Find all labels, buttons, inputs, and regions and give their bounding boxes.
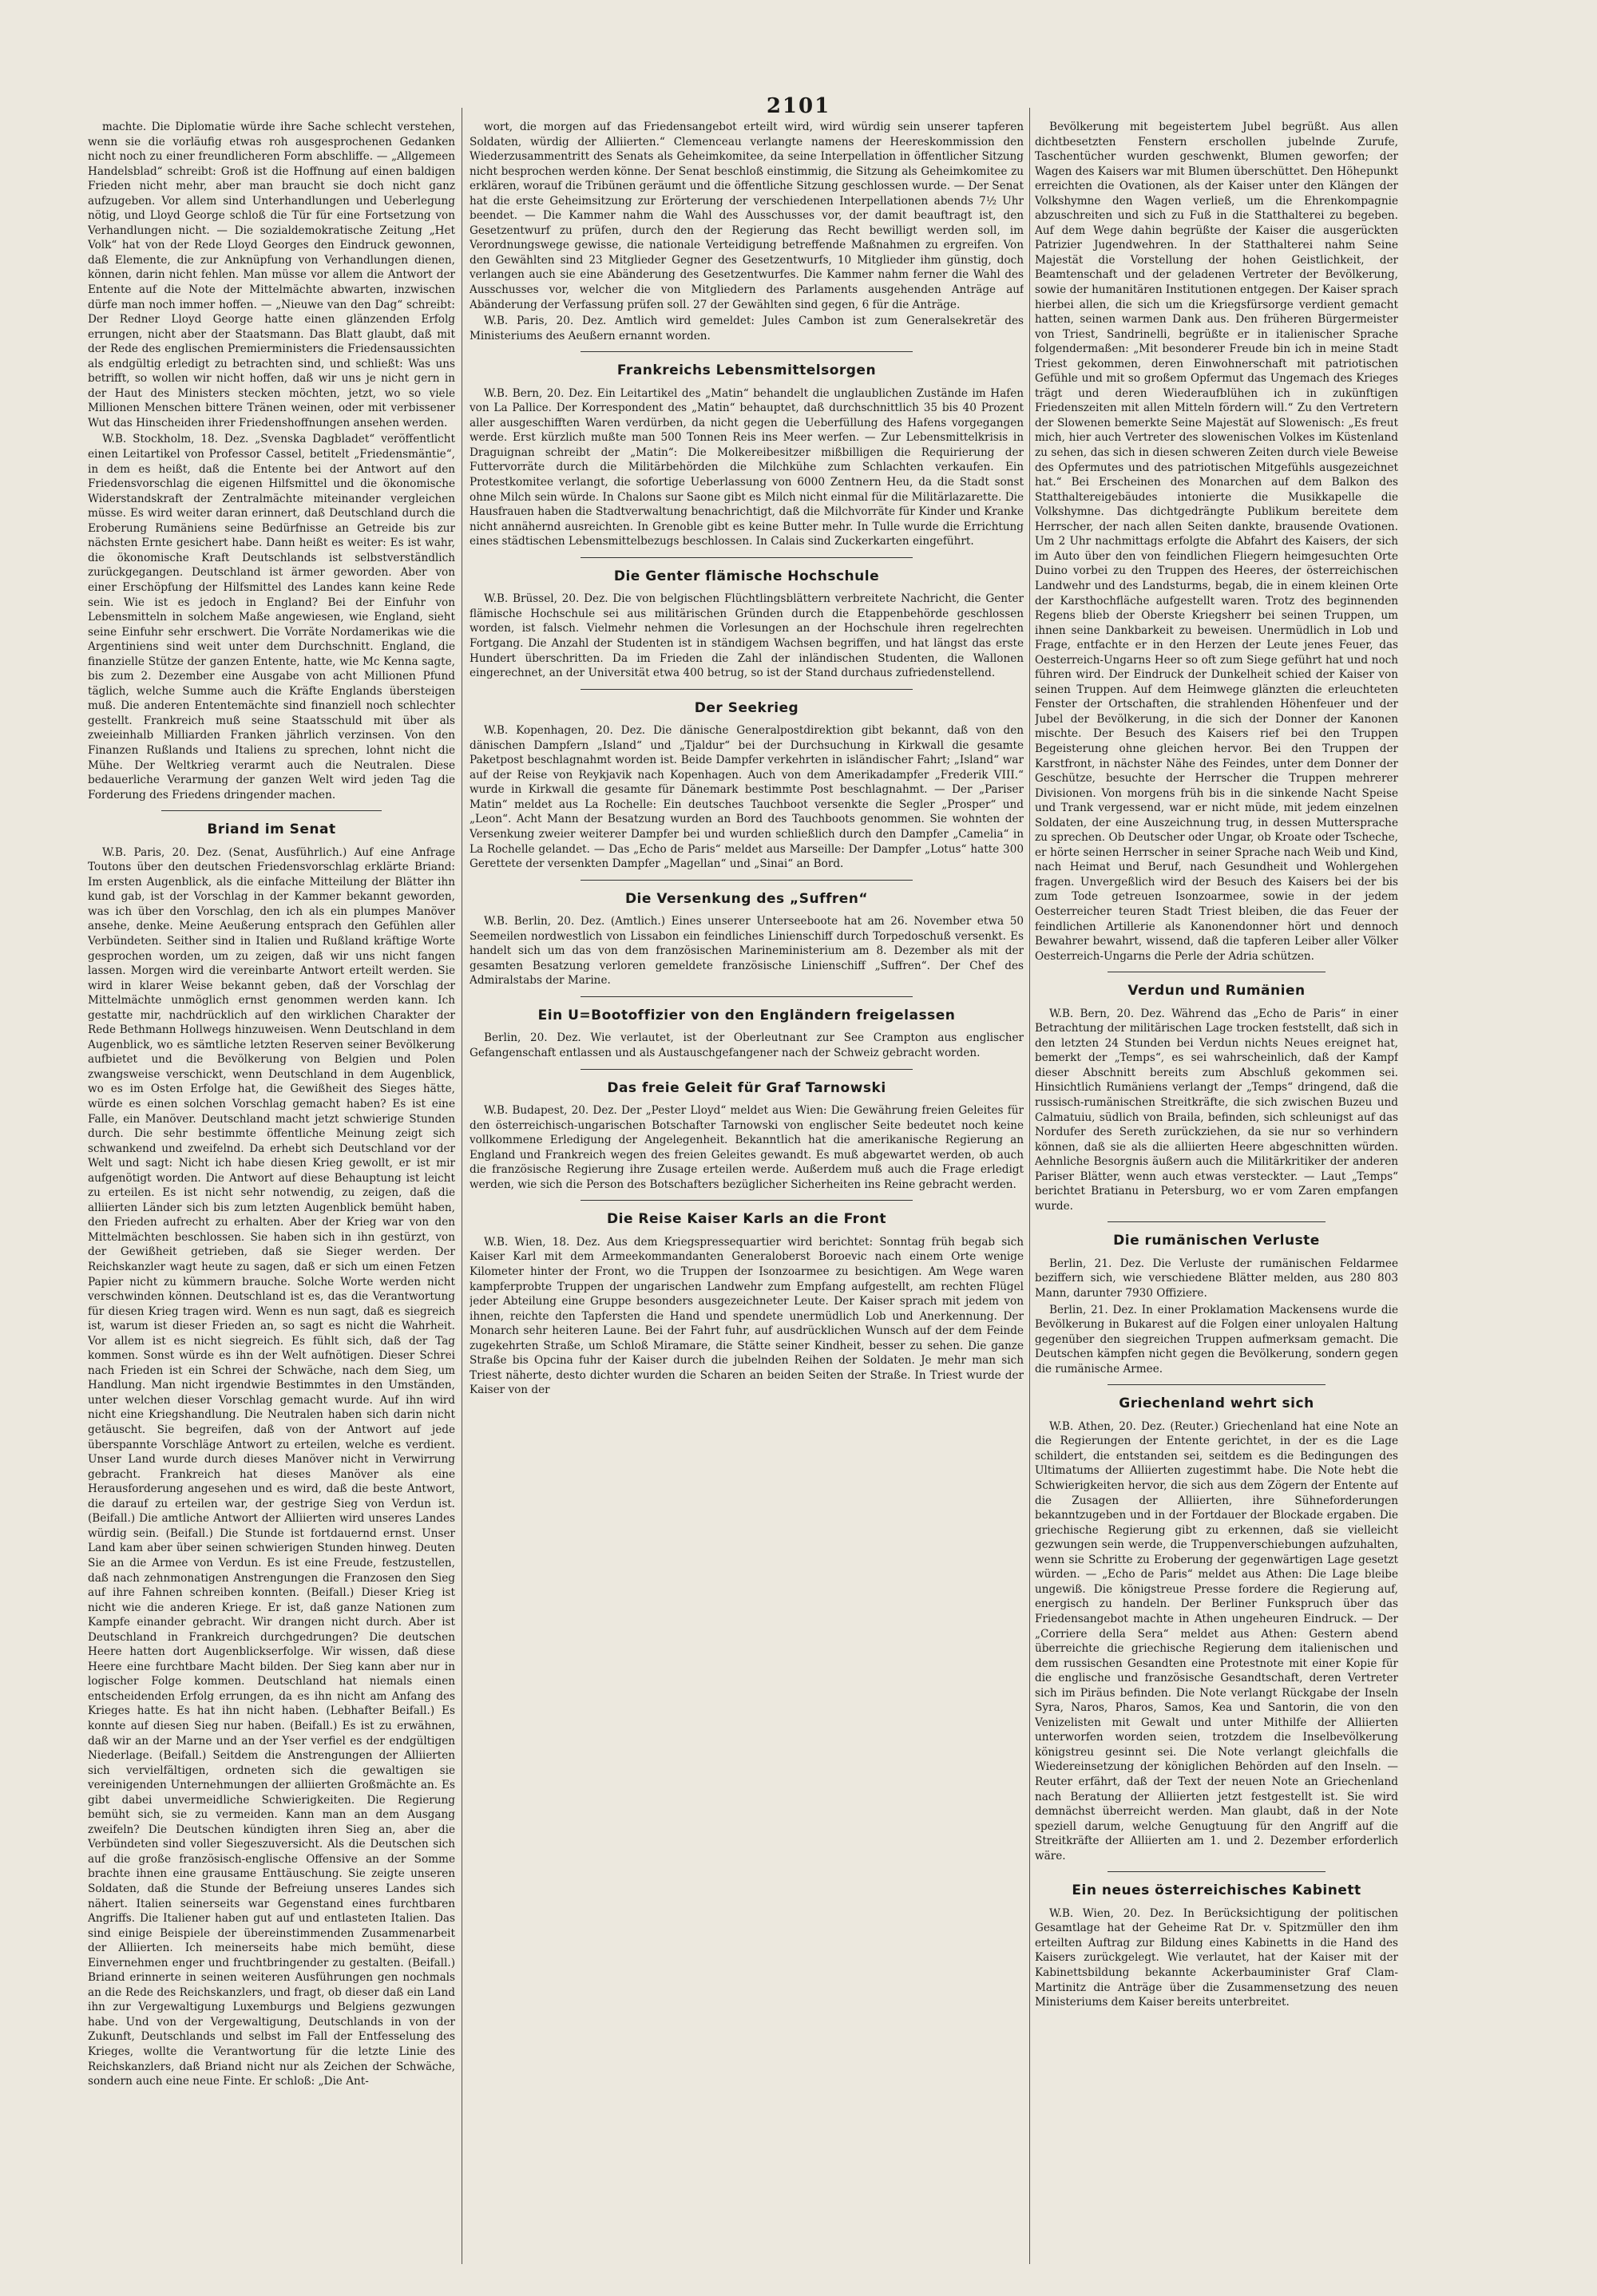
article-paragraph: Bevölkerung mit begeistertem Jubel begrüßt. Aus allen dichtbesetzten Fenstern erschollen jubelnde Zurufe, Taschentücher wurden geschwenkt, Blumen geworfen; der Wagen des Kaisers war mit Blumen überschüttet. Den Höhepunkt erreichten die Ovationen, als der Kaiser unter den Klängen der Volkshymne den Wagen verließ, um die Ehrenkompagnie abzuschreiten und sich zu Fuß in die Statthalterei zu begeben. Auf dem Wege dahin begrüßte der Kaiser die ausgerückten Patrizier Jugendwehren. In der Statthalterei nahm Seine Majestät die Vorstellung der hohen Geistlichkeit, der Beamtenschaft und der geladenen Vertreter der Bevölkerung, sowie der humanitären Institutionen entgegen. Der Kaiser sprach hierbei allen, die sich um die Kriegsfürsorge verdient gemacht hatten, seinen warmen Dank aus. Den früheren Bürgermeister von Triest, Sandrinelli, begrüßte er in italienischer Sprache folgendermaßen: „Mit besonderer Freude bin ich in meine Stadt Triest gekommen, deren Einwohnerschaft mit patriotischen Gefühle und mit so großem Opfermut das Ungemach des Krieges trägt und deren Wiederaufblühen ich in zukünftigen Friedenszeiten mit allen Mitteln fördern will.“ Zu den Vertretern der Slowenen bemerkte Seine Majestät auf Slowenisch: „Es freut mich, hier auch Vertreter des slowenischen Volkes im Küstenland zu sehen, das sich in diesen schweren Zeiten durch viele Beweise des Opfermutes und des patriotischen Mitgefühls ausgezeichnet hat.“ Bei Erscheinen des Monarchen auf dem Balkon des Statthaltereigebäudes intonierte die Musikkapelle die Volkshymne. Das dichtgedrängte Publikum bereitete dem Herrscher, der nach allen Seiten dankte, brausende Ovationen. Um 2 Uhr nachmittags erfolgte die Abfahrt des Kaisers, der sich im Auto über den von feindlichen Fliegern heimgesuchten Orte Duino vorbei zu den Truppen des Heeres, der österreichischen Landwehr und des Landsturms, begab, die in einem kleinen Orte der Karsthochfläche aufgestellt waren. Trotz des beginnenden Regens blieb der Oberste Kriegsherr bei seinen Truppen, um ihnen seine Dankbarkeit zu beweisen. Unermüdlich in Lob und Frage, entfachte er in den Herzen der Leute jenes Feuer, das Oesterreich-Ungarns Heer so oft zum Siege geführt hat und noch führen wird. Der Eindruck der Dunkelheit schied der Kaiser von seinen Truppen. Auf dem Heimwege glänzten die erleuchteten Fenster der Ortschaften, die strahlenden Höhenfeuer und der Jubel der Bevölkerung, in die sich der Donner der Kanonen mischte. Der Besuch des Kaisers rief bei den Truppen Begeisterung ohne gleichen hervor. Bei den Truppen der Karstfront, in nächster Nähe des Feindes, unter dem Donner der Geschütze, besuchte der Herrscher die Truppen mehrerer Divisionen. Von morgens früh bis in die sinkende Nacht Speise und Trank vergessend, war er nicht müde, mit jedem einzelnen Soldaten, der eine Auszeichnung trug, in dessen Muttersprache zu sprechen. Ob Deutscher oder Ungar, ob Kroate oder Tscheche, er hörte seinen Herrscher in seiner Sprache nach Weib und Kind, nach Heimat und Beruf, nach Gesundheit und Wohlergehen fragen. Unvergeßlich wird der Besuch des Kaisers bei der bis zum Tode getreuen Isonzoarmee, sowie in der jedem Oesterreicher teuren Stadt Triest bleiben, die das Feuer der feindlichen Artillerie als Kanonendonner hört und dennoch Bewahrer bewahrt, wissend, daß die tapferen Leiber aller Völker Oesterreich-Ungarns die Perle der Adria schützen. (1035, 121, 1398, 963)
separator (1108, 1871, 1326, 1872)
separator (1108, 1221, 1326, 1222)
separator (581, 1200, 913, 1201)
separator (581, 689, 913, 690)
headline-suffren: Die Versenkung des „Suffren“ (624, 890, 869, 907)
headline-verdun: Verdun und Rumänien (1127, 983, 1306, 1000)
headline-briand: Briand im Senat (207, 821, 336, 838)
separator (581, 557, 913, 558)
column-1 (88, 120, 455, 2264)
article-paragraph: W.B. Paris, 20. Dez. (Senat, Ausführlich.) Auf eine Anfrage Toutons über den deutschen Friedensvorschlag erklärte Briand: Im ersten Augenblick, als die einfache Mitteilung der Blätter ihn kund gab, ist der Vorschlag in der Kammer bekannt geworden, was ich über den Vorschlag, den ich als ein plumpes Manöver ansehe, denke. Meine Aeußerung entsprach den Gefühlen aller Verbündeten. Seither sind in Italien und Rußland kräftige Worte gesprochen worden, um zu zeigen, daß wir uns nicht fangen lassen. Morgen wird die vereinbarte Antwort erteilt werden. Sie wird in klarer Weise bekannt geben, daß der Vorschlag der Mittelmächte unmöglich ernst genommen werden kann. Ich gestatte mir, nachdrücklich auf den wirklichen Charakter der Rede Bethmann Hollwegs hinzuweisen. Wenn Deutschland in dem Augenblick, wo es sämtliche letzten Reserven seiner Bevölkerung aufbietet und die Bevölkerung von Belgien und Polen zwangsweise verschickt, wenn Deutschland in dem Augenblick, wo es im Osten Erfolge hat, die Gewißheit des Sieges hätte, würde es einen solchen Vorschlag gemacht haben? Es ist eine Falle, ein Manöver. Deutschland macht jetzt schwierige Stunden durch. Die sehr bestimmte öffentliche Meinung zeigt sich schwankend und zweifelnd. Da erhebt sich Deutschland vor der Welt und sagt: Nicht ich habe diesen Krieg gewollt, er ist mir aufgenötigt worden. Die Antwort auf diese Behauptung ist leicht zu erteilen. Es ist nicht sehr notwendig, zu zeigen, daß die alliierten Länder sich bis zum letzten Augenblick bemüht haben, den Frieden aufrecht zu erhalten. Aber der Krieg war von den Mittelmächten beschlossen. Sie haben sich in ihn gestürzt, von der Gewißheit getrieben, daß sie Sieger werden. Der Reichskanzler wagt heute zu sagen, daß er sich um einen Fetzen Papier nicht zu kümmern brauche. Solche Worte werden nicht verschwinden können. Deutschland ist es, das die Verantwortung für diesen Krieg tragen wird. Wenn es nun sagt, daß es siegreich ist, warum ist dieser Frieden an, so sagt es nicht die Wahrheit. Vor allem ist es nicht siegreich. Es fühlt sich, daß der Tag kommen. Sonst würde es ihn der Welt aufnötigen. Dieser Schrei nach Frieden ist ein Schrei der Schwäche, nach dem Sieg, um Handlung. Man nicht irgendwie Bestimmtes in den Umständen, unter welchen dieser Vorschlag gemacht wurde. Auf ihn wird nicht eine Kriegshandlung. Die Neutralen haben sich darin nicht getäuscht. Sie begreifen, daß von der Antwort auf jede überspannte Vorschläge Antwort zu erteilen, welche es verdient. Unser Land wurde durch dieses Manöver nicht in Verwirrung gebracht. Frankreich hat dieses Manöver als eine Herausforderung angesehen und es wird, daß die beste Antwort, die darauf zu erteilen war, der gestrige Sieg von Verdun ist. (Beifall.) Die amtliche Antwort der Alliierten wird unseres Landes würdig sein. (Beifall.) Die Stunde ist fortdauernd ernst. Unser Land kam aber über seinen schwierigen Stunden hinweg. Deuten Sie an die Armee von Verdun. Es ist eine Freude, festzustellen, daß nach zehnmonatigen Anstrengungen die Franzosen den Sieg auf ihre Fahnen schreiben konnten. (Beifall.) Dieser Krieg ist nicht wie die anderen Kriege. Er ist, daß ganze Nationen zum Kampfe einander gebracht. Wir drangen nicht durch. Aber ist Deutschland in Frankreich durchgedrungen? Die deutschen Heere hatten dort Augenblickserfolge. Wir wissen, daß diese Heere eine furchtbare Macht bilden. Der Sieg kann aber nur in logischer Folge kommen. Deutschland hat niemals einen entscheidenden Erfolg errungen, da es ihn nicht am Anfang des Krieges hatte. Es hat ihn nicht haben. (Lebhafter Beifall.) Es konnte auf diesen Sieg nur haben. (Beifall.) Es ist zu erwähnen, daß wir an der Marne und an der Yser verfiel es der endgültigen Niederlage. (Beifall.) Seitdem die Anstrengungen der Alliierten sich vervielfältigen, ordneten sich die gewaltigen sie vereinigenden Unternehmungen der alliierten Großmächte an. Es gibt dabei unvermeidliche Schwierigkeiten. Die Regierung bemüht sich, sie zu vermeiden. Kann man an dem Ausgang zweifeln? Die Deutschen kündigten ihren Sieg an, aber die Verbündeten sind voller Siegeszuversicht. Als die Deutschen sich auf die große französisch-englische Offensive an der Somme brachte ihnen eine grausame Enttäuschung. Sie zeigte unseren Soldaten, daß die Stunde der Befreiung unseres Landes sich nähert. Italien seinerseits war Gegenstand eines furchtbaren Angriffs. Die Italiener haben gut auf und entlasteten Italien. Das sind einige Beispiele der übereinstimmenden Zusammenarbeit der Alliierten. Ich meinerseits habe mich bemüht, diese Einvernehmen enger und fruchtbringender zu gestalten. (Beifall.) Briand erinnerte in seinen weiteren Ausführungen gen nochmals an die Rede des Reichskanzlers, und fragt, ob dieser daß ein Land ihn zur Vergewaltigung Luxemburgs und Belgiens gezwungen habe. Und von der Vergewaltigung, Deutschlands in von der Zukunft, Deutschlands und selbst im Fall der Entfesselung des Krieges, wollte die Verantwortung für die letzte Linie des Reichskanzlers, daß Briand nicht nur als Zeichen der Schwäche, sondern auch eine neue Finte. Er schloß: „Die Ant- (88, 845, 455, 2088)
separator (1108, 1384, 1326, 1385)
article-paragraph: W.B. Brüssel, 20. Dez. Die von belgischen Flüchtlingsblättern verbreitete Nachricht, die Genter flämische Hochschule sei aus militärischen Gründen durch die Etappenbehörde geschlossen worden, ist falsch. Vielmehr nehmen die Vorlesungen an der Hochschule ihren regelrechten Fortgang. Die Anzahl der Studenten ist in ständigem Wachsen begriffen, und hat längst das erste Hundert überschritten. Da im Frieden die Zahl der inländischen Studenten, die Wallonen eingerechnet, an der Universität etwa 400 betrug, so ist der Stand durchaus zufriedenstellend. (470, 592, 1024, 680)
article-paragraph: W.B. Budapest, 20. Dez. Der „Pester Lloyd“ meldet aus Wien: Die Gewährung freien Geleites für den österreichisch-ungarischen Botschafter Tarnowski von englischer Seite bedeutet noch keine vollkommene Erledigung der Angelegenheit. Bekanntlich hat die amerikanische Regierung an England und Frankreich wegen des freien Geleites gewandt. Es muß abgewartet werden, ob auch die französische Regierung ihre Zusage erteilen werde. Außerdem muß auch die Frage erledigt werden, wie sich die Person des Botschafters bezüglicher Sicherheiten ins Reine gebracht werden. (470, 1104, 1024, 1191)
headline-kaiser: Die Reise Kaiser Karls an die Front (607, 1211, 886, 1228)
headline-kabinett: Ein neues österreichisches Kabinett (1072, 1882, 1361, 1899)
headline-genter: Die Genter flämische Hochschule (613, 568, 880, 584)
article-paragraph: machte. Die Diplomatie würde ihre Sache schlecht verstehen, wenn sie die vorläufig etwas roh ausgesprochenen Gedanken nicht noch zu einer freundlicheren Form abschliffe. — „Allgemeen Handelsblad“ schreibt: Groß ist die Hoffnung auf einen baldigen Frieden nicht mehr, aber man braucht sie doch nicht ganz aufzugeben. Vor allem sind Unterhandlungen und Ueberlegung nötig, und Lloyd George schloß die Tür für eine Fortsetzung von Verhandlungen nicht. — Die sozialdemokratische Zeitung „Het Volk“ hat von der Rede Lloyd Georges den Eindruck gewonnen, daß Elemente, die zur Anknüpfung von Verhandlungen dienen, können, darin nicht fehlen. Man müsse vor allem die Antwort der Entente auf die Note der Mittelmächte abwarten, inzwischen dürfe man noch immer hoffen. — „Nieuwe van den Dag“ schreibt: Der Redner Lloyd George hatte einen glänzenden Erfolg errungen, nicht aber der Staatsmann. Das Blatt glaubt, daß mit der Rede des englischen Premierministers die Friedensaussichten als endgültig erledigt zu betrachten sind, und schließt: Was uns betrifft, so wollen wir nicht hoffen, daß wir uns je nicht gern in der Haut des Ministers stecken möchten, jetzt, wo so viele Millionen Menschen bittere Tränen weinen, oder mit verbissener Wut das Hinscheiden ihrer Friedenshoffnungen ansehen werden. (88, 121, 455, 430)
article-paragraph: W.B. Athen, 20. Dez. (Reuter.) Griechenland hat eine Note an die Regierungen der Entente gerichtet, in der es die Lage schildert, die entstanden sei, seitdem es die Bedingungen des Ultimatums der Alliierten zugestimmt habe. Die Note hebt die Schwierigkeiten hervor, die sich aus dem Zögern der Entente auf die Zusagen der Alliierten, ihre Sühneforderungen bekanntzugeben und in der Fortdauer der Blockade ergaben. Die griechische Regierung gibt zu erkennen, daß sie vielleicht gezwungen sein werde, die Truppenverschiebungen aufzuhalten, wenn sie Schritte zu Eroberung der gegenwärtigen Lage gesetzt würden. — „Echo de Paris“ meldet aus Athen: Die Lage bleibe ungewiß. Die königstreue Presse fordere die Regierung auf, energisch zu handeln. Der Berliner Funkspruch über das Friedensangebot machte in Athen ungeheuren Eindruck. — Der „Corriere della Sera“ meldet aus Athen: Gestern abend überreichte die griechische Regierung dem italienischen und dem russischen Gesandten eine Protestnote mit einer Kopie für die englische und französische Gesandtschaft, deren Vertreter sich im Piräus befinden. Die Note verlangt Rückgabe der Inseln Syra, Naros, Pharos, Samos, Kea und Santorin, die von den Venizelisten mit Gewalt und unter Mithilfe der Alliierten unterworfen worden seien, trotzdem die Inselbevölkerung königstreu gesinnt sei. Die Note verlangt gleichfalls die Wiedereinsetzung der königlichen Behörden auf den Inseln. — Reuter erfährt, daß der Text der neuen Note an Griechenland nach Beratung der Alliierten jetzt festgestellt ist. Sie wird demnächst überreicht werden. Man glaubt, daß in der Note speziell darum, welche Genugtuung für den Angriff auf die Streitkräfte der Alliierten am 1. und 2. Dezember erforderlich wäre. (1035, 1419, 1398, 1863)
headline-lebensmittel: Frankreichs Lebensmittelsorgen (616, 362, 877, 379)
article-paragraph: W.B. Berlin, 20. Dez. (Amtlich.) Eines unserer Unterseeboote hat am 26. November etwa 50 Seemeilen nordwestlich von Lissabon ein feindliches Linienschiff durch Torpedoschuß versenkt. Es handelt sich um das von dem französischen Marineministerium am 8. Dezember als mit der gesamten Besatzung verloren gemeldete französische Linienschiff „Suffren“. Der Chef des Admiralstabs der Marine. (470, 915, 1024, 988)
headline-ubootoffizier: Ein U=Bootoffizier von den Engländern freigelassen (537, 1007, 956, 1023)
separator (581, 351, 913, 352)
article-paragraph: W.B. Bern, 20. Dez. Während das „Echo de Paris“ in einer Betrachtung der militärischen Lage trocken feststellt, daß sich in den letzten 24 Stunden bei Verdun nichts Neues ereignet hat, bemerkt der „Temps“, es sei wahrscheinlich, daß der Kampf dieser Abschnitt bereits zum Abschluß gekommen sei. Hinsichtlich Rumäniens verlangt der „Temps“ dringend, daß die russisch-rumänischen Streitkräfte, die sich zwischen Buzeu und Calmatuiu, südlich von Braila, befinden, sich schleunigst auf das Nordufer des Sereth zurückziehen, da sie nur so verhindern können, daß sie als die alliierten Heere abgeschnitten würden. Aehnliche Besorgnis äußern auch die Militärkritiker der anderen Pariser Blätter, wenn auch etwas versteckter. — Laut „Temps“ berichtet Bratianu in Petersburg, wo er vom Zaren empfangen wurde. (1035, 1007, 1398, 1213)
article-paragraph: W.B. Wien, 20. Dez. In Berücksichtigung der politischen Gesamtlage hat der Geheime Rat Dr. v. Spitzmüller den ihm erteilten Auftrag zur Bildung eines Kabinetts in die Hand des Kaisers zurückgelegt. Wie verlautet, hat der Kaiser mit der Kabinettsbildung bekannte Ackerbauminister Graf Clam-Martinitz die Anträge über die Zusammensetzung des neuen Ministeriums dem Kaiser bereits unterbreitet. (1035, 1906, 1398, 2009)
separator (581, 880, 913, 881)
column-3 (1035, 120, 1398, 2264)
article-paragraph: W.B. Wien, 18. Dez. Aus dem Kriegspressequartier wird berichtet: Sonntag früh begab sich Kaiser Karl mit dem Armeekommandanten Generaloberst Boroevic nach einem Orte wenige Kilometer hinter der Front, wo die Truppen der Isonzoarmee zu besichtigen. Am Wege waren kampferprobte Truppen der ungarischen Landwehr zum Empfang aufgestellt, am rechten Flügel jeder Abteilung eine Gruppe besonders ausgezeichneter Leute. Der Kaiser sprach mit jedem von ihnen, reichte den Tapfersten die Hand und spendete unermüdlich Lob und Anerkennung. Der Monarch sehr heiteren Laune. Bei der Fahrt fuhr, auf ausdrücklichen Wunsch auf der dem Feinde zugekehrten Straße, um Schloß Miramare, die Stätte seiner Kindheit, besser zu sehen. Die ganze Straße bis Opcina fuhr der Kaiser durch die jubelnden Reihen der Soldaten. Je mehr man sich Triest näherte, desto dichter wurden die Scharen an beiden Seiten der Straße. In Triest wurde der Kaiser von der (470, 1235, 1024, 1397)
article-paragraph: Berlin, 20. Dez. Wie verlautet, ist der Oberleutnant zur See Crampton aus englischer Gefangenschaft entlassen und als Austauschgefangener nach der Schweiz gebracht worden. (470, 1031, 1024, 1059)
column-2 (470, 120, 1024, 2264)
article-paragraph: Berlin, 21. Dez. In einer Proklamation Mackensens wurde die Bevölkerung in Bukarest auf die Folgen einer unloyalen Haltung gegenüber den siegreichen Truppen aufmerksam gemacht. Die Deutschen kämpfen nicht gegen die Bevölkerung, sondern gegen die rumänische Armee. (1035, 1303, 1398, 1376)
headline-rumaenien: Die rumänischen Verluste (1113, 1233, 1320, 1249)
column-rule (1029, 108, 1030, 2264)
article-paragraph: Berlin, 21. Dez. Die Verluste der rumänischen Feldarmee beziffern sich, wie verschiedene Blätter melden, aus 280 803 Mann, darunter 7930 Offiziere. (1035, 1257, 1398, 1300)
separator (581, 996, 913, 997)
article-paragraph: W.B. Bern, 20. Dez. Ein Leitartikel des „Matin“ behandelt die unglaublichen Zustände im Hafen von La Pallice. Der Korrespondent des „Matin“ behauptet, daß durchschnittlich 35 bis 40 Prozent aller ausgeschifften Waren verdürben, da nicht gegen die Ueberfüllung des Hafens vorgegangen werde. Erst kürzlich mußte man 500 Tonnen Reis ins Meer werfen. — Zur Lebensmittelkrisis in Draguignan schreibt der „Matin“: Die Molkereibesitzer mißbilligen die Requirierung der Futtervorräte durch die Militärbehörden die Milchkühe zum Schlachten verkaufen. Ein Protestkomitee verlangt, die sofortige Ueberlassung von 6000 Zentnern Heu, da die Stadt sonst ohne Milch sein würde. In Chalons sur Saone gibt es Milch nicht einmal für die Militärlazarette. Die Hausfrauen haben die Stadtverwaltung benachrichtigt, daß die Milchvorräte für Kinder und Kranke nicht annähernd ausreichten. In Grenoble gibt es keine Butter mehr. In Tulle wurde die Errichtung eines städtischen Lebensmittelbezugs beschlossen. In Calais sind Zuckerkarten eingeführt. (470, 386, 1024, 548)
separator (581, 1069, 913, 1070)
headline-seekrieg: Der Seekrieg (694, 699, 799, 716)
separator (161, 810, 382, 811)
article-paragraph: wort, die morgen auf das Friedensangebot erteilt wird, wird würdig sein unserer tapferen Soldaten, würdig der Alliierten.“ Clemenceau verlangte namens der Heereskommission den Wiederzusammentritt des Senats als Geheimkomitee, da seine Interpellation in öffentlicher Sitzung nicht besprochen werden könne. Der Senat beschloß einstimmig, die Sitzung als Geheimkomitee zu erklären, worauf die Tribünen geräumt und die öffentliche Sitzung geschlossen wurde. — Der Senat hat die erste Geheimsitzung zur Erörterung der verschiedenen Interpellationen abends 7½ Uhr beendet. — Die Kammer nahm die Wahl des Ausschusses vor, der damit beauftragt ist, den Gesetzentwurf zu prüfen, durch den der Regierung das Recht bewilligt werden soll, im Verordnungswege gewisse, die nationale Verteidigung betreffende Maßnahmen zu ergreifen. Von den Gewählten sind 23 Mitglieder Gegner des Gesetzentwurfs, 10 Mitglieder ihm günstig, doch verlangen auch sie eine Abänderung des Gesetzentwurfes. Die Kammer nahm ferner die Wahl des Ausschusses vor, welcher die von Mitgliedern des Parlaments ausgehenden Anträge auf Abänderung der Verfassung prüfen soll. 27 der Gewählten sind gegen, 6 für die Anträge. (470, 121, 1024, 311)
article-paragraph: W.B. Kopenhagen, 20. Dez. Die dänische Generalpostdirektion gibt bekannt, daß von den dänischen Dampfern „Island“ und „Tjaldur“ bei der Durchsuchung in Kirkwall die gesamte Paketpost beschlagnahmt worden ist. Beide Dampfer verkehrten in isländischer Fahrt; „Island“ war auf der Reise von Reykjavik nach Kopenhagen. Auch von dem Amerikadampfer „Frederik VIII.“ wurde in Kirkwall die gesamte für Dänemark bestimmte Post beschlagnahmt. — Der „Pariser Matin“ meldet aus La Rochelle: Ein deutsches Tauchboot versenkte die Segler „Prosper“ und „Leon“. Acht Mann der Besatzung wurden an Bord des Tauchboots genommen. Sie wohnten der Versenkung zweier weiterer Dampfer bei und wurden schließlich durch den Dampfer „Camelia“ in La Rochelle gelandet. — Das „Echo de Paris“ meldet aus Marseille: Der Dampfer „Lotus“ hatte 300 Gerettete der versenkten Dampfer „Magellan“ und „Sinai“ an Bord. (470, 724, 1024, 871)
article-paragraph: W.B. Paris, 20. Dez. Amtlich wird gemeldet: Jules Cambon ist zum Generalsekretär des Ministeriums des Aeußern ernannt worden. (470, 315, 1024, 342)
headline-griechenland: Griechenland wehrt sich (1119, 1395, 1314, 1412)
page-number: 2101 (766, 94, 831, 118)
article-paragraph: W.B. Stockholm, 18. Dez. „Svenska Dagbladet“ veröffentlicht einen Leitartikel von Professor Cassel, betitelt „Friedensmäntie“, in dem es heißt, daß die Entente bei der Antwort auf den Friedensvorschlag die eigenen Hilfsmittel und die ökonomische Widerstandskraft der Zentralmächte miteinander vergleichen müsse. Es wird weiter daran erinnert, daß Deutschland durch die Eroberung Rumäniens seine Bedürfnisse an Getreide bis zur nächsten Ernte gesichert habe. Dann heißt es weiter: Es ist wahr, die ökonomische Kraft Deutschlands ist selbstverständlich zurückgegangen. Deutschland ist ärmer geworden. Aber von einer Erschöpfung der Hilfsmittel des Landes kann keine Rede sein. Wie ist es jedoch in England? Bei der Einfuhr von Lebensmitteln in solchem Maße angewiesen, wie England, sieht seine Einfuhr sehr erschwert. Die Vorräte Nordamerikas wie die Argentiniens sind weit unter dem Durchschnitt. England, die finanzielle Stütze der ganzen Entente, hatte, wie Mc Kenna sagte, bis zum 2. Dezember eine Ausgabe von acht Millionen Pfund täglich, welche Summe auch die Kräfte Englands übersteigen muß. Die anderen Ententemächte sind finanziell noch schlechter gestellt. Frankreich muß seine Staatsschuld mit über als zweieinhalb Milliarden Franken jährlich verzinsen. Von den Finanzen Rußlands und Italiens zu sprechen, lohnt nicht die Mühe. Der Weltkrieg verarmt auch die Neutralen. Diese bedauerliche Verarmung der ganzen Welt wird jeden Tag die Forderung des Friedens dringender machen. (88, 433, 455, 802)
headline-tarnowski: Das freie Geleit für Graf Tarnowski (607, 1079, 886, 1096)
